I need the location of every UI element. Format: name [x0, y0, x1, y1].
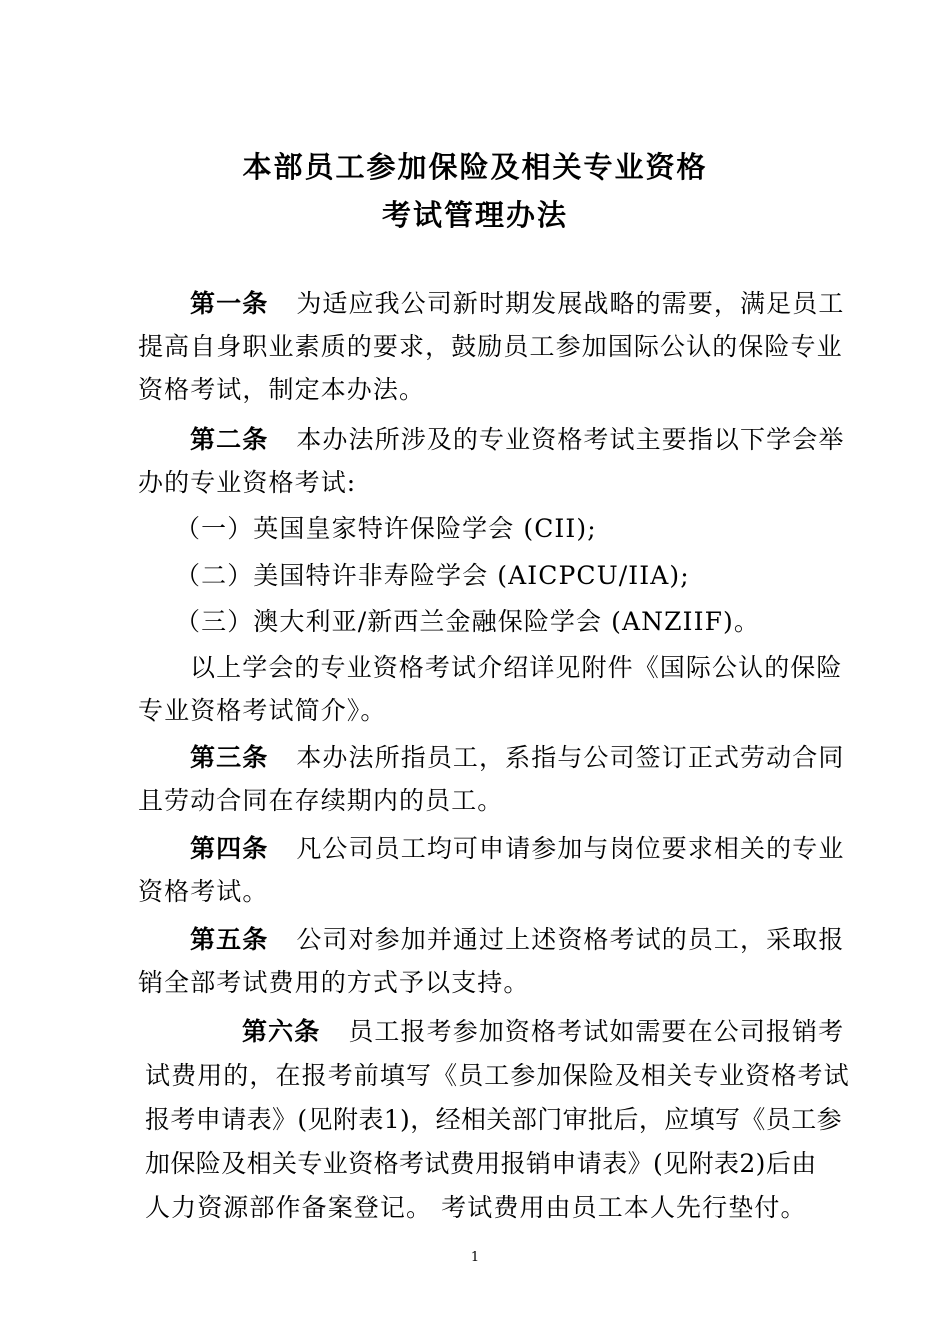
article-3-line-2: 且劳动合同在存续期内的员工。 — [138, 786, 504, 815]
article-2-text: 本办法所涉及的专业资格考试主要指以下学会举 — [296, 425, 845, 454]
article-6-line-4: 加保险及相关专业资格考试费用报销申请表》(见附表2)后由 — [145, 1149, 817, 1178]
article-5-heading: 第五条 — [190, 925, 269, 954]
page-number: 1 — [470, 1250, 480, 1265]
article-1-heading: 第一条 — [190, 289, 269, 318]
article-5-text: 公司对参加并通过上述资格考试的员工，采取报 — [296, 925, 845, 954]
article-2-note-line-1: 以上学会的专业资格考试介绍详见附件《国际公认的保险 — [190, 653, 843, 682]
document-title-line-1: 本部员工参加保险及相关专业资格 — [242, 150, 708, 184]
article-1-first-line — [190, 284, 844, 320]
article-3-heading: 第三条 — [190, 743, 269, 772]
article-6-line-3: 报考申请表》(见附表1)，经相关部门审批后，应填写《员工参 — [145, 1105, 843, 1134]
article-2-heading: 第二条 — [190, 425, 269, 454]
article-5-first-line — [190, 920, 844, 956]
article-1-line-2: 提高自身职业素质的要求，鼓励员工参加国际公认的保险专业 — [138, 332, 843, 361]
article-5-line-2: 销全部考试费用的方式予以支持。 — [138, 968, 530, 997]
article-2-line-2: 办的专业资格考试: — [138, 468, 357, 497]
article-2-item-2: （二）美国特许非寿险学会 (AICPCU/IIA); — [175, 561, 690, 590]
article-6-line-2: 试费用的，在报考前填写《员工参加保险及相关专业资格考试 — [145, 1061, 850, 1090]
article-6-line-5: 人力资源部作备案登记。 考试费用由员工本人先行垫付。 — [145, 1193, 807, 1222]
article-2-first-line — [190, 420, 844, 456]
article-2-item-1: （一）英国皇家特许保险学会 (CII); — [175, 514, 597, 543]
article-6-text: 员工报考参加资格考试如需要在公司报销考 — [348, 1017, 845, 1046]
article-4-first-line — [190, 829, 844, 865]
article-3-text: 本办法所指员工，系指与公司签订正式劳动合同 — [296, 743, 845, 772]
article-6-first-line — [242, 1012, 844, 1048]
article-4-line-2: 资格考试。 — [138, 877, 269, 906]
article-2-note-line-2: 专业资格考试简介》。 — [138, 696, 387, 725]
document-title-line-2: 考试管理办法 — [381, 198, 568, 232]
article-4-heading: 第四条 — [190, 834, 269, 863]
article-1-line-3: 资格考试，制定本办法。 — [138, 375, 426, 404]
article-1-text: 为适应我公司新时期发展战略的需要，满足员工 — [296, 289, 845, 318]
article-3-first-line — [190, 738, 844, 774]
article-6-heading: 第六条 — [242, 1017, 321, 1046]
article-4-text: 凡公司员工均可申请参加与岗位要求相关的专业 — [296, 834, 845, 863]
article-2-item-3: （三）澳大利亚/新西兰金融保险学会 (ANZIIF)。 — [175, 607, 760, 636]
